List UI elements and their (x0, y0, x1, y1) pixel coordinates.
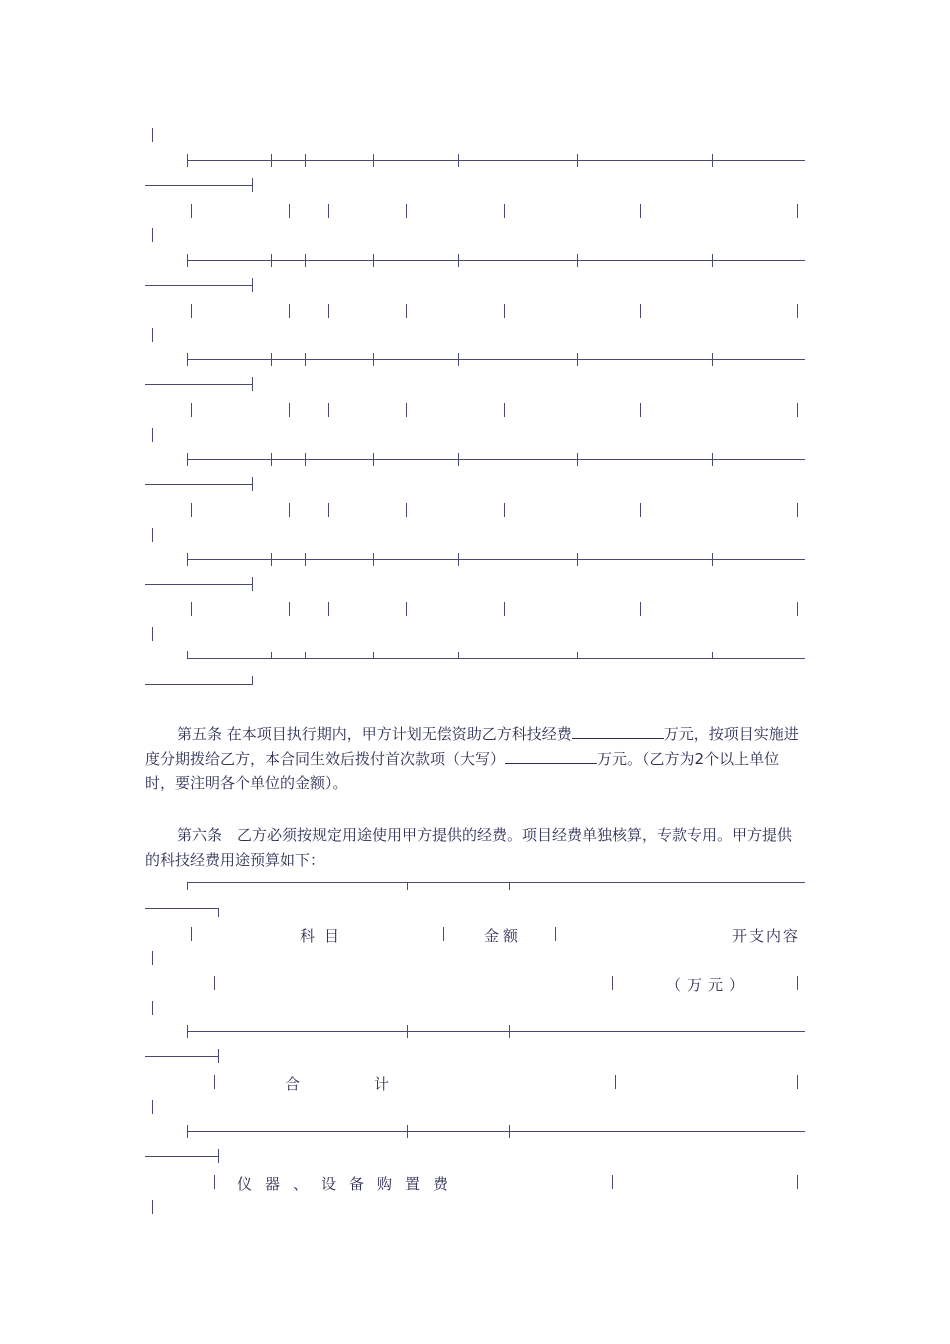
table-rule-wrap (145, 484, 253, 485)
table-rule-tick (271, 254, 272, 267)
table-rule-tick (187, 154, 188, 167)
table-rule-tick (712, 353, 713, 366)
cell-bar (504, 204, 505, 218)
table-rule-tick (577, 353, 578, 366)
cell-bar (797, 1175, 798, 1189)
cell-bar (289, 403, 290, 417)
table-rule-tick (373, 453, 374, 466)
table-rule-wrap (145, 185, 253, 186)
cell-bar (640, 602, 641, 616)
table-rule-tick (712, 254, 713, 267)
header-amount: 金额 (484, 927, 523, 945)
cell-bar (191, 204, 192, 218)
cell-bar (289, 304, 290, 318)
cell-bar (214, 1075, 215, 1089)
table-rule-tick (577, 453, 578, 466)
table-rule-tick (458, 453, 459, 466)
cell-bar (797, 602, 798, 616)
table-rule-tick (407, 1125, 408, 1138)
cell-bar (289, 503, 290, 517)
table-rule-wrap (145, 908, 219, 909)
cell-bar (612, 976, 613, 990)
table-rule-tick (509, 882, 510, 890)
first-payment-blank[interactable] (505, 749, 597, 764)
table-rule-end (252, 178, 253, 192)
table-rule-tick (187, 254, 188, 267)
budget-table-top-rule (187, 882, 805, 883)
cell-bar (289, 204, 290, 218)
table-rule-tick (271, 652, 272, 659)
table-rule-tick (373, 154, 374, 167)
cell-bar (152, 328, 153, 342)
table-rule-tick (187, 553, 188, 566)
cell-bar (214, 976, 215, 990)
table-rule-end (252, 577, 253, 591)
cell-bar (640, 403, 641, 417)
header-unit: （万元） (666, 976, 751, 994)
cell-bar (406, 503, 407, 517)
cell-bar (797, 403, 798, 417)
table-rule-tick (712, 453, 713, 466)
table-rule-wrap (145, 285, 253, 286)
cell-bar (406, 304, 407, 318)
table-rule-end (218, 908, 219, 917)
cell-bar (289, 602, 290, 616)
table-rule (187, 1131, 805, 1132)
table-rule-tick (577, 154, 578, 167)
cell-bar (152, 951, 153, 965)
cell-bar (191, 304, 192, 318)
table-rule-tick (373, 652, 374, 659)
cell-bar (797, 1075, 798, 1089)
cell-bar (152, 1100, 153, 1114)
table-rule-tick (712, 652, 713, 659)
table-rule-tick (712, 553, 713, 566)
article-5-number: 2 (694, 749, 705, 768)
table-rule-end (252, 377, 253, 391)
table-rule-tick (458, 652, 459, 659)
cell-bar (406, 403, 407, 417)
cell-bar (443, 927, 444, 941)
cell-bar (152, 1200, 153, 1214)
cell-bar (191, 403, 192, 417)
table-rule-tick (577, 254, 578, 267)
cell-bar (504, 304, 505, 318)
table-rule-tick (305, 353, 306, 366)
article-5-lead: 第五条 (177, 725, 223, 743)
table-rule-tick (271, 154, 272, 167)
table-rule-tick (577, 553, 578, 566)
header-content: 开支内容 (732, 927, 801, 945)
cell-bar (152, 528, 153, 542)
table-rule-wrap (145, 384, 253, 385)
cell-bar (504, 602, 505, 616)
row-total: 合计 (285, 1075, 464, 1093)
article-6-paragraph (145, 823, 805, 872)
cell-bar (640, 503, 641, 517)
article-6-lead: 第六条 (177, 826, 223, 844)
table-rule-tick (373, 254, 374, 267)
cell-bar (191, 927, 192, 941)
cell-bar (152, 228, 153, 242)
table-rule-tick (458, 254, 459, 267)
cell-bar (797, 304, 798, 318)
table-rule-tick (187, 651, 188, 659)
article-5-paragraph (145, 722, 805, 796)
cell-bar (328, 204, 329, 218)
cell-bar (191, 503, 192, 517)
cell-bar (191, 602, 192, 616)
table-rule-tick (458, 353, 459, 366)
table-rule-tick (712, 154, 713, 167)
table-rule-tick (458, 154, 459, 167)
article-5-text-2: 万元，按项目实施进度分期拨给乙方，本合同生效后拨付首次款项（大写） (145, 725, 799, 768)
cell-bar (504, 403, 505, 417)
header-subject: 科目 (300, 927, 349, 945)
table-rule-tick (271, 553, 272, 566)
table-rule-tick (407, 882, 408, 890)
table-rule-wrap (145, 684, 253, 685)
table-rule-wrap (145, 1056, 219, 1057)
table-rule-tick (187, 453, 188, 466)
cell-bar (504, 503, 505, 517)
table-rule-tick (407, 1025, 408, 1038)
cell-bar (640, 204, 641, 218)
cell-bar (797, 976, 798, 990)
table-rule-tick (509, 1125, 510, 1138)
table-rule-tick (305, 652, 306, 659)
article-5-text-4: 个以上单位时，要注明各个单位的金额）。 (145, 749, 780, 792)
cell-bar (797, 503, 798, 517)
cell-bar (406, 204, 407, 218)
cell-bar (328, 304, 329, 318)
cell-bar (214, 1175, 215, 1189)
table-rule-tick (187, 1125, 188, 1138)
row-equipment: 仪器、设备购置费 (237, 1175, 462, 1193)
table-rule-tick (373, 553, 374, 566)
article-5-text-1: 在本项目执行期内，甲方计划无偿资助乙方科技经费 (222, 725, 572, 743)
cell-bar (152, 627, 153, 641)
table-rule-tick (577, 652, 578, 659)
table-rule-tick (187, 882, 188, 890)
cell-bar (797, 204, 798, 218)
table-rule-tick (305, 553, 306, 566)
table-rule-end (252, 676, 253, 685)
article-6-text: 乙方必须按规定用途使用甲方提供的经费。项目经费单独核算，专款专用。甲方提供的科技经费用途预算如下： (145, 826, 793, 869)
table-rule-end (252, 278, 253, 292)
table-rule-end (252, 477, 253, 491)
funding-amount-blank[interactable] (572, 724, 664, 739)
table-rule-tick (187, 353, 188, 366)
table-rule-tick (509, 1025, 510, 1038)
stray-bar (152, 128, 153, 142)
cell-bar (406, 602, 407, 616)
cell-bar (152, 428, 153, 442)
cell-bar (555, 927, 556, 941)
table-rule-wrap (145, 1156, 219, 1157)
table-rule (187, 1031, 805, 1032)
table-rule-end (218, 1149, 219, 1163)
table-rule-tick (458, 553, 459, 566)
cell-bar (328, 403, 329, 417)
table-rule-end (218, 1049, 219, 1063)
cell-bar (152, 1001, 153, 1015)
cell-bar (615, 1075, 616, 1089)
table-rule-tick (305, 453, 306, 466)
table-rule-tick (305, 254, 306, 267)
table-rule-wrap (145, 584, 253, 585)
cell-bar (612, 1175, 613, 1189)
table-rule-tick (373, 353, 374, 366)
article-5-text-3: 万元。（乙方为 (597, 749, 695, 768)
table-rule-tick (187, 1025, 188, 1038)
table-rule-tick (271, 353, 272, 366)
table-rule-tick (271, 453, 272, 466)
cell-bar (328, 602, 329, 616)
cell-bar (328, 503, 329, 517)
cell-bar (640, 304, 641, 318)
table-rule-tick (305, 154, 306, 167)
